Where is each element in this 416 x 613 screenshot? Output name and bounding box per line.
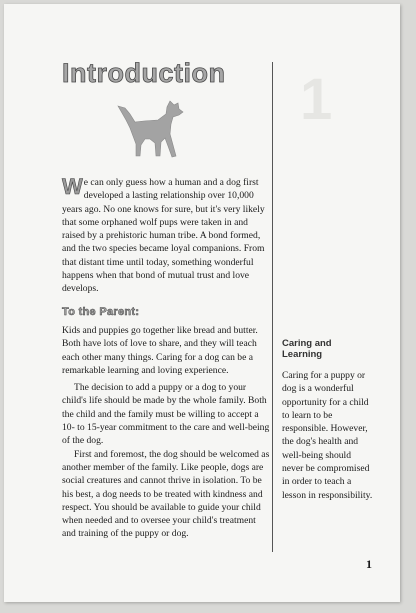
body-paragraph: First and foremost, the dog should be welcomed as another member of the family. Like people, dogs are social creatures and cannot thrive in isolation. To be his best, a dog needs to be treated with kindness and respect. You should be available to guide your child when needed and to oversee your child's treatment and training of the puppy or dog. xyxy=(62,448,270,540)
column-divider xyxy=(272,62,273,552)
section-heading: To the Parent: xyxy=(62,305,140,318)
intro-text: e can only guess how a human and a dog first developed a lasting relationship over 10,000 years ago. No one knows for sure, but it's very likely that some orphaned wolf pups were taken in and raised by a prehistoric human tribe. A bond formed, and the two species became loyal companions. From that distant time until today, something wonderful happens when that bond of mutual trust and love develops. xyxy=(62,177,265,295)
body-paragraph: Kids and puppies go together like bread and butter. Both have lots of love to share, and they will teach each other many things. Caring for a dog can be a remarkable learning and loving experience. xyxy=(62,324,258,376)
intro-paragraph xyxy=(62,176,272,296)
body-paragraph: The decision to add a puppy or a dog to your child's life should be made by the whole family. Both the child and the family must be willing to accept a 10- to 15-year commitment to the care and well-being of the dog. xyxy=(62,382,270,447)
drop-cap: W xyxy=(62,174,83,199)
bleed-through-chapter: 1 xyxy=(300,67,333,132)
sidebar-heading: Caring and Learning xyxy=(282,338,332,360)
sidebar-note xyxy=(282,338,374,502)
dog-silhouette-icon xyxy=(114,98,188,162)
main-column xyxy=(62,176,272,541)
sidebar-text: Caring for a puppy or dog is a wonderful opportunity for a child to learn to be responsible. However, the dog's health and well-being should never be compromised in order to teach a lesson in responsibility. xyxy=(282,370,373,501)
book-page xyxy=(4,4,400,602)
page-number: 1 xyxy=(366,557,372,571)
page-title: Introduction xyxy=(62,58,226,88)
